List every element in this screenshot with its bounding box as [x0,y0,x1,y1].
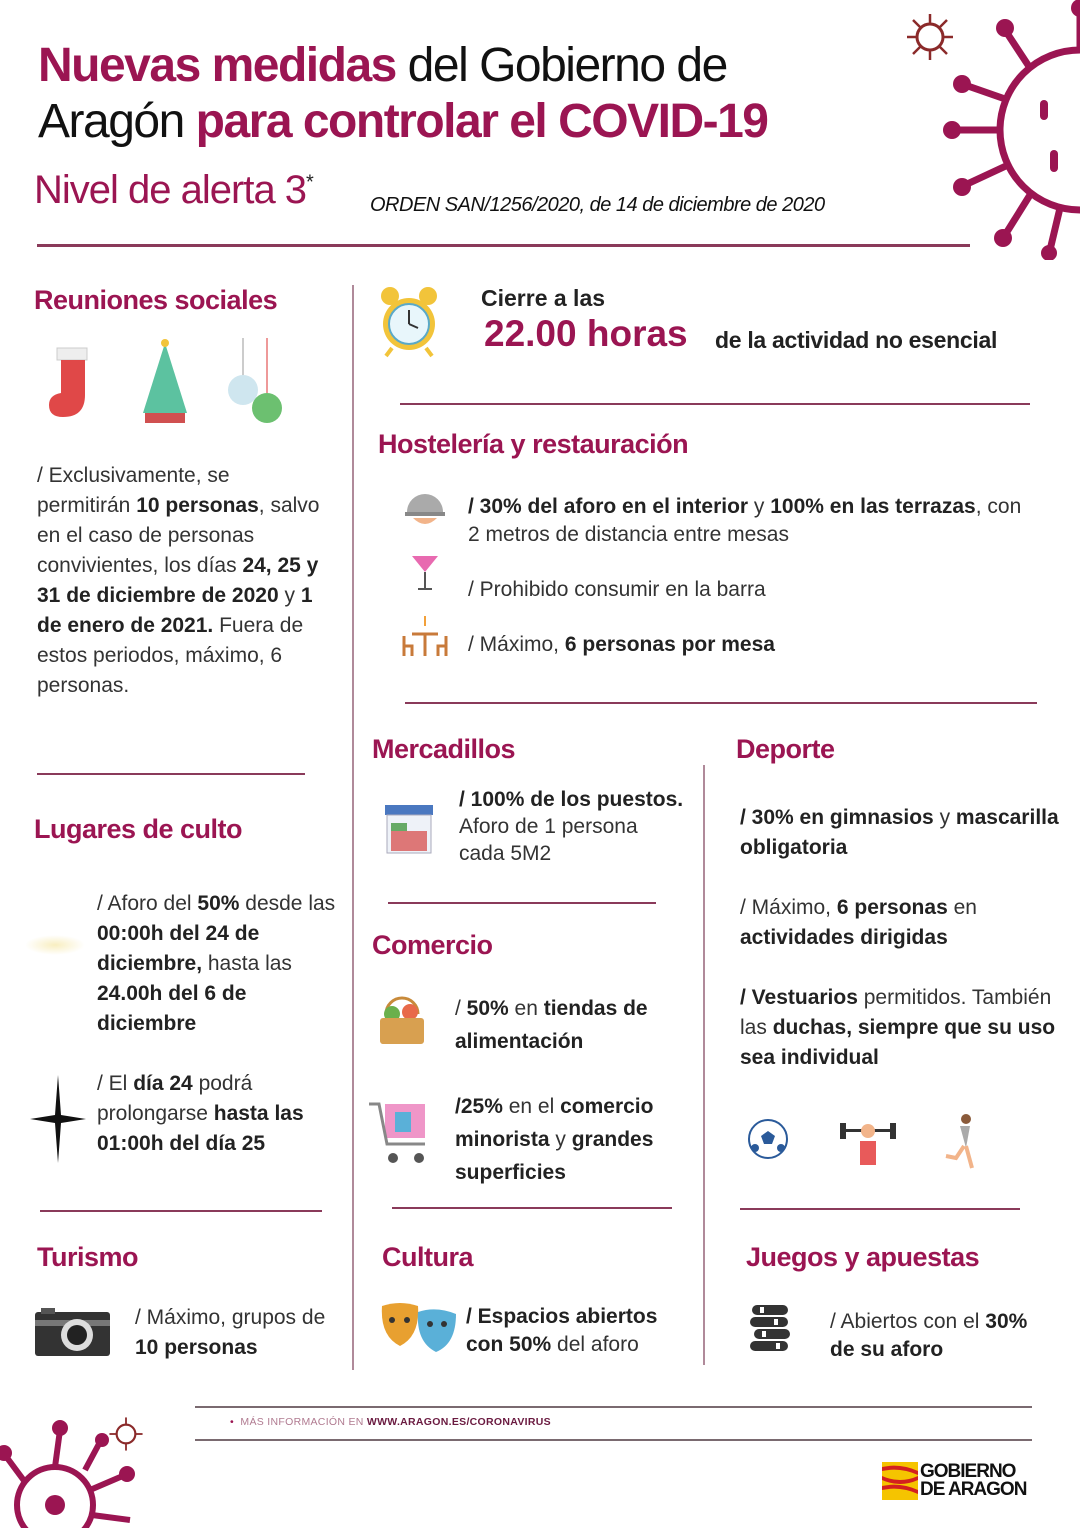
divider [37,244,970,247]
logo-line-2: DE ARAGON [920,1479,1027,1500]
text: Aforo de 1 persona cada 5M2 [459,815,638,865]
text: / Exclusivamente, se permitirán [37,464,230,517]
text: / Máximo, grupos de [135,1306,326,1329]
bold-text: 00:00h del 24 de diciembre, [97,922,260,975]
text: , salvo en el caso de personas convivientes, los días [37,494,320,577]
christmas-stocking-icon [45,340,100,425]
bold-text: mascarilla obligatoria [740,806,1059,859]
text: podrá prolongarse [97,1072,253,1125]
text: / El [97,1072,134,1095]
mercadillos-text [459,786,684,867]
bold-text: 6 personas [836,896,948,919]
divider [405,702,1037,704]
grocery-basket-icon [376,992,428,1047]
text: y [278,584,301,607]
divider [195,1439,1032,1441]
camera-icon [35,1308,110,1356]
alert-level [34,168,313,213]
bold-text: actividades dirigidas [740,926,948,949]
theater-masks-icon [380,1302,458,1354]
bold-text: Nuevas medidas [38,39,396,92]
text: en [947,896,977,919]
bold-text: para controlar el COVID-19 [195,95,768,148]
bold-text: 50% [197,892,240,915]
cultura-text [466,1303,696,1359]
bold-text: hasta las 01:00h del día 25 [97,1102,304,1155]
bullet: • [230,1416,241,1428]
bold-text: comercio minorista [455,1095,654,1151]
divider [40,1210,322,1212]
alert-level-text: Nivel de alerta 3 [34,168,307,212]
text: Aragón [38,95,196,148]
section-title-turismo: Turismo [37,1242,139,1272]
christmas-tree-icon [135,338,195,428]
bold-text: 10 personas [135,1336,258,1359]
bold-text: 50% [466,997,509,1020]
title-line-1 [38,38,767,94]
hosteleria-item [468,630,1028,660]
culto-item [97,1069,337,1159]
reuniones-text [37,461,322,701]
bold-text: duchas, siempre que su uso sea individual [740,1016,1056,1069]
bold-text: 6 personas por mesa [564,633,775,656]
more-info-link[interactable]: WWW.ARAGON.ES/CORONAVIRUS [366,1416,551,1428]
section-title-comercio: Comercio [372,930,493,960]
logo-line-1: GOBIERNO [920,1461,1016,1482]
text: y [748,495,771,518]
hosteleria-item [468,493,1038,549]
deporte-item [740,893,1060,953]
hosteleria-item [468,575,1028,605]
column-divider [352,285,354,1370]
bold-text: / Espacios abiertos con 50% [466,1305,658,1356]
small-virus-icon [905,12,955,62]
text: y [933,806,956,829]
virus-icon [940,0,1080,260]
gobierno-aragon-logo [882,1462,1026,1500]
text: del aforo [551,1333,639,1356]
alert-asterisk: * [306,171,313,194]
bold-text: día 24 [133,1072,193,1095]
text: Fuera de estos periodos, máximo, 6 personas. [37,614,304,697]
bold-text: / 30% en gimnasios [740,806,934,829]
shopping-cart-icon [367,1098,433,1166]
divider [740,1208,1020,1210]
page-title [38,38,767,150]
title-line-2 [38,94,767,150]
market-stall-icon [383,803,435,855]
small-virus-icon [108,1416,144,1452]
comercio-item [455,1090,695,1189]
column-divider [703,765,705,1365]
divider [400,403,1030,405]
deporte-item [740,803,1060,863]
section-title-cultura: Cultura [382,1242,473,1272]
text: en [508,997,544,1020]
divider [392,1207,672,1209]
table-chairs-icon [400,612,450,658]
text: / Prohibido consumir en la barra [468,578,766,601]
christmas-ornaments-icon [225,338,285,428]
section-title-culto: Lugares de culto [34,814,243,844]
bold-text: grandes superficies [455,1128,654,1184]
bold-text: /25% [455,1095,503,1118]
section-title-deporte: Deporte [736,734,835,764]
bold-text: 24, 25 y 31 de diciembre de 2020 [37,554,319,607]
divider [195,1406,1032,1408]
turismo-text [135,1303,335,1363]
alarm-clock-icon [378,284,440,358]
text: y [549,1128,572,1151]
closing-suffix: de la actividad no esencial [715,327,998,353]
text: permitidos. También las [740,986,1052,1039]
section-title-hosteleria: Hostelería y restauración [378,429,689,459]
bold-text: tiendas de alimentación [455,997,648,1053]
bold-text: 24.00h del 6 de diciembre [97,982,247,1035]
deporte-item [740,983,1060,1073]
text: / Abiertos con el [830,1310,986,1333]
section-title-reuniones: Reuniones sociales [34,285,278,315]
text: en el [502,1095,561,1118]
comercio-item [455,992,695,1058]
text: / [455,997,467,1020]
order-reference: ORDEN SAN/1256/2020, de 14 de diciembre de 2020 [370,194,825,216]
text: / Máximo, [740,896,837,919]
more-info-prefix: MÁS INFORMACIÓN EN [240,1416,367,1428]
juegos-text [830,1308,1030,1364]
bold-text: 30% de su aforo [830,1310,1028,1361]
star-icon [30,1075,86,1163]
serving-cloche-icon [403,490,447,530]
bold-text: 100% en las terrazas [770,495,976,518]
text: / Máximo, [468,633,565,656]
text: , con 2 metros de distancia entre mesas [468,495,1022,546]
text: hasta las [202,952,292,975]
light-glow-icon [25,935,85,955]
cocktail-icon [410,552,440,592]
text: del Gobierno de [395,39,727,92]
bold-text: 10 personas [136,494,259,517]
text: / Aforo del [97,892,198,915]
section-title-mercadillos: Mercadillos [372,734,516,764]
divider [388,902,656,904]
bold-text: / Vestuarios [740,986,858,1009]
closing-time: 22.00 horas [484,313,688,354]
bold-text: 1 de enero de 2021. [37,584,313,637]
weightlifter-icon [838,1117,898,1167]
culto-item [97,889,342,1039]
runner-icon [940,1112,980,1170]
bold-text: / 100% de los puestos. [459,788,684,811]
aragon-flag-icon [882,1462,918,1500]
more-info [230,1416,551,1428]
casino-chips-icon [748,1303,792,1359]
soccer-ball-icon [747,1118,789,1160]
text: desde las [239,892,336,915]
section-title-juegos: Juegos y apuestas [746,1242,980,1272]
divider [37,773,305,775]
bold-text: / 30% del aforo en el interior [468,495,749,518]
closing-intro: Cierre a las [481,285,606,311]
